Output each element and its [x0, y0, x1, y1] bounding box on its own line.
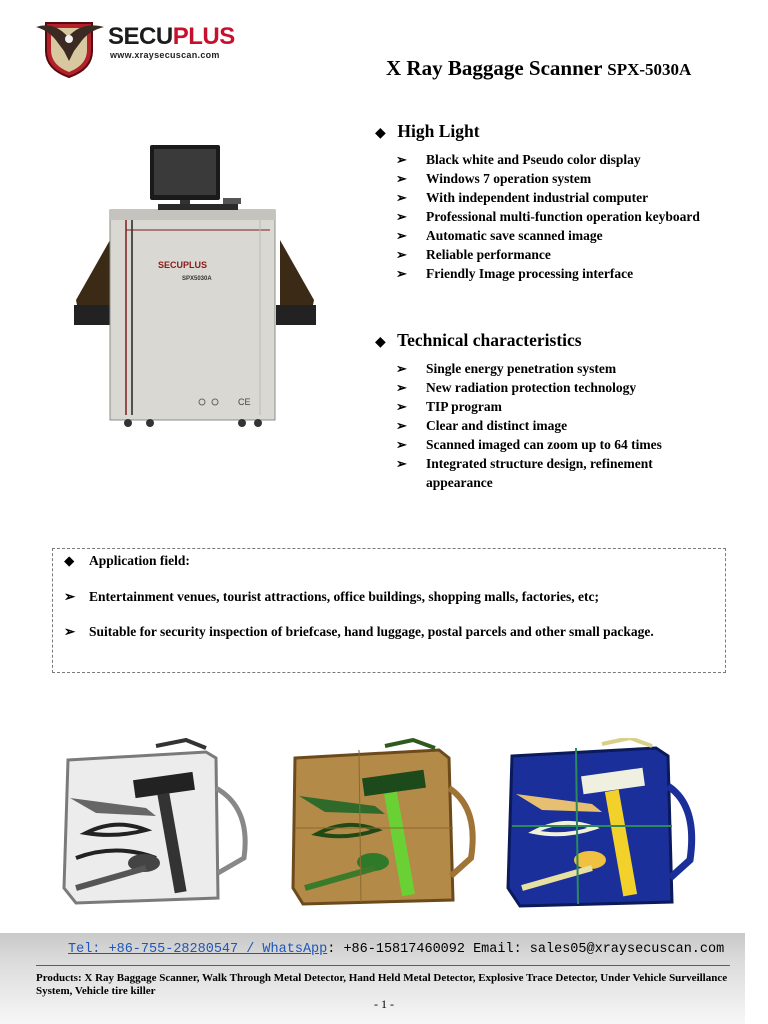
contact-line: Tel: +86-755-28280547 / WhatsApp: +86-15817460092 Email: sales05@xraysecuscan.com: [68, 942, 725, 957]
diamond-bullet-icon: ◆: [375, 335, 386, 350]
machine-brand-label: SECUPLUS: [158, 260, 208, 270]
arrow-bullet-icon: ➢: [396, 361, 407, 376]
page-number: - 1 -: [374, 997, 394, 1011]
technical-list: [396, 359, 716, 492]
diamond-bullet-icon: ◆: [375, 126, 386, 141]
footer-divider: [36, 965, 730, 966]
xray-pseudocolor-blue-image: [506, 738, 696, 912]
technical-heading: ◆ Technical characteristics: [375, 330, 582, 350]
brand-website: www.xraysecuscan.com: [110, 50, 220, 60]
application-item: ➢ Entertainment venues, tourist attractions, office buildings, shopping malls, factories, etc;: [64, 589, 599, 604]
model-number: SPX-5030A: [607, 60, 692, 79]
list-item: ➢ Reliable performance: [396, 247, 551, 262]
application-item: ➢ Suitable for security inspection of briefcase, hand luggage, postal parcels and other small package.: [64, 624, 654, 639]
arrow-bullet-icon: ➢: [396, 437, 407, 452]
scanner-machine-image: [70, 140, 320, 435]
arrow-bullet-icon: ➢: [396, 247, 407, 262]
xray-pseudocolor-orange-image: [289, 738, 477, 912]
page-title: X Ray Baggage Scanner SPX-5030A: [386, 56, 692, 80]
highlight-list: [396, 150, 756, 283]
arrow-bullet-icon: ➢: [396, 228, 407, 243]
list-item: ➢ Scanned imaged can zoom up to 64 times: [396, 437, 662, 452]
list-item: ➢ Black white and Pseudo color display: [396, 152, 641, 167]
arrow-bullet-icon: ➢: [64, 624, 76, 639]
machine-model-label: SPX5030A: [182, 276, 212, 282]
ce-mark: CE: [238, 397, 251, 407]
application-heading: ◆ Application field:: [64, 553, 190, 568]
list-item: ➢ Single energy penetration system: [396, 361, 617, 376]
arrow-bullet-icon: ➢: [396, 456, 407, 471]
list-item: ➢ Windows 7 operation system: [396, 171, 592, 186]
products-line: Products: X Ray Baggage Scanner, Walk Through Metal Detector, Hand Held Metal Detector, Explosive Trace Detector, Under Vehicle Surveillance System, Vehicle tire killer: [36, 972, 728, 997]
list-item: ➢ Clear and distinct image: [396, 418, 568, 433]
list-item: ➢ New radiation protection technology: [396, 380, 637, 395]
eagle-shield-icon: [36, 23, 104, 77]
arrow-bullet-icon: ➢: [396, 152, 407, 167]
arrow-bullet-icon: ➢: [396, 380, 407, 395]
arrow-bullet-icon: ➢: [396, 209, 407, 224]
phone-whatsapp-link[interactable]: Tel: +86-755-28280547 / WhatsApp: [68, 942, 328, 957]
brand-name: SECUPLUS: [108, 23, 235, 50]
list-item: ➢ With independent industrial computer: [396, 190, 649, 205]
arrow-bullet-icon: ➢: [396, 190, 407, 205]
xray-grayscale-image: [56, 738, 252, 912]
highlight-heading: ◆ High Light: [375, 121, 480, 141]
arrow-bullet-icon: ➢: [396, 171, 407, 186]
list-item: ➢ Automatic save scanned image: [396, 228, 603, 243]
arrow-bullet-icon: ➢: [396, 399, 407, 414]
arrow-bullet-icon: ➢: [396, 266, 407, 281]
list-item: ➢ TIP program: [396, 399, 502, 414]
list-item: ➢ Professional multi-function operation keyboard: [396, 209, 700, 224]
arrow-bullet-icon: ➢: [64, 589, 76, 604]
arrow-bullet-icon: ➢: [396, 418, 407, 433]
diamond-bullet-icon: ◆: [64, 553, 75, 568]
list-item: ➢ Friendly Image processing interface: [396, 266, 634, 281]
list-item: ➢ Integrated structure design, refinement appearance: [396, 456, 653, 490]
